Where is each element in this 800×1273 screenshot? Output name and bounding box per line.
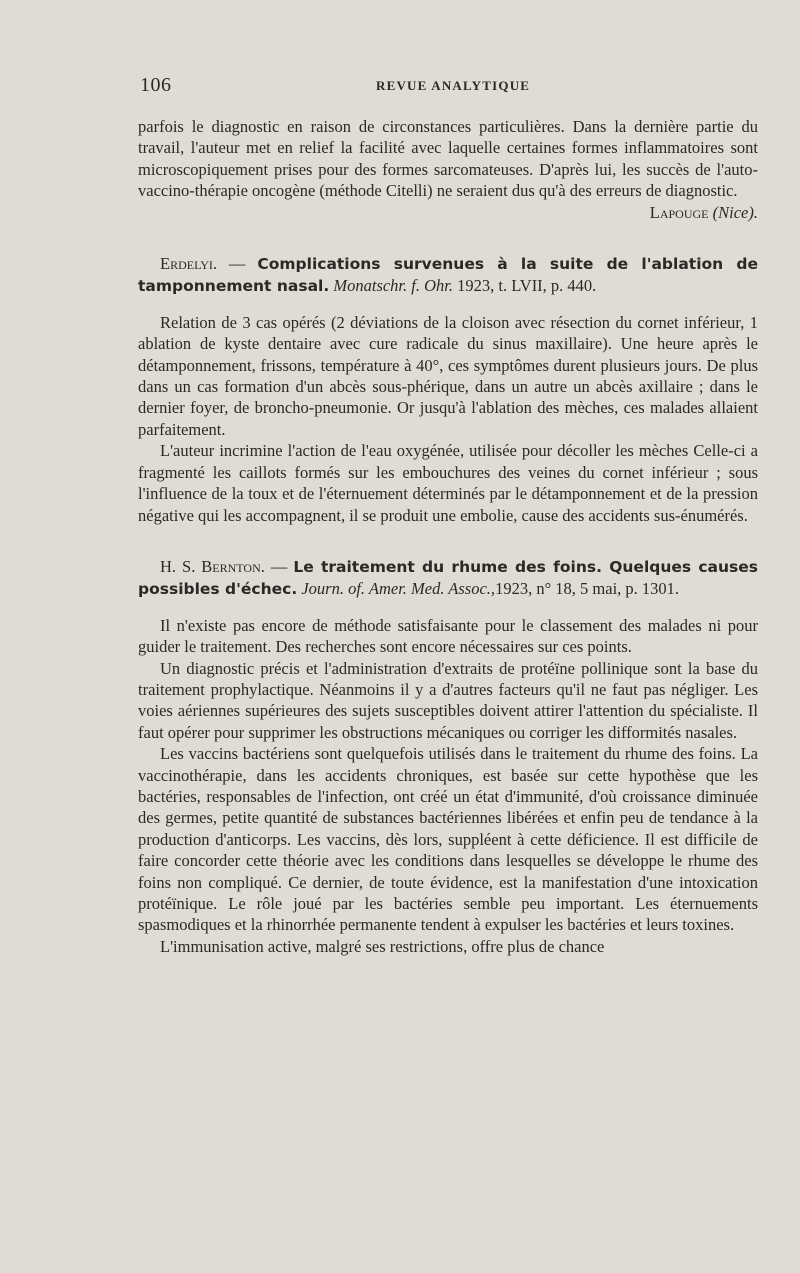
article2-paragraph: Les vaccins bactériens sont quelquefois utilisés dans le traitement du rhume des foins. La vaccinothérapie, dans les accidents chroniques, est basée sur cette hypothèse que les bactéries, responsables de l'infection, ont créé un état d'immunité, d'où croissance diminuée des germes, petite quantité de substances bactériennes libérées et enfin peu de tendance à la production d'anticorps. Les vaccins, dès lors, suppléent à cette déficience. Il est difficile de faire concorder cette théorie avec les conditions dans lesquelles se développe le rhume des foins non compliqué. Ce dernier, de toute évidence, est la manifestation d'une intoxication protéïnique. Le rôle joué par les bactéries semble peu important. Les éternuements spasmodiques et la rhinorrhée permanente tendent à expulser les bactéries et leurs toxines. [138, 744, 758, 935]
article1-paragraph: Relation de 3 cas opérés (2 déviations de la cloison avec résection du cornet inférieur, 1 ablation de kyste dentaire avec cure radicale du sinus maxillaire). Une heure après le détamponnement, frissons, température à 40°, ces symptômes durent plusieurs jours. De plus dans un cas formation d'un abcès sous-phérique, dans un autre un abcès axillaire ; dans le dernier foyer, de broncho-pneumonie. Or jusqu'à l'ablation des mèches, ces malades allaient parfaitement. [138, 312, 758, 439]
article1-title: Complications survenues à la suite de l'ablation de tamponnement nasal. [138, 255, 758, 296]
continuation-text: parfois le diagnostic en raison de circonstances particulières. Dans la dernière partie du travail, l'auteur met en relief la facilité avec laquelle certaines formes inflammatoires sont microscopiquement prises pour des formes sarcomateuses. D'après lui, les succès de l'auto-vaccino-thérapie oncogène (méthode Citelli) ne seraient dus qu'à des erreurs de diagnostic. [138, 117, 758, 201]
article2-dash: — [264, 556, 294, 576]
article1-journal: Monatschr. f. Ohr. [333, 276, 453, 296]
article2-title: Le traitement du rhume des foins. Quelques causes possibles d'échec. [138, 557, 759, 599]
article1-dash: — [217, 254, 258, 274]
running-title: REVUE ANALYTIQUE [376, 78, 531, 93]
signature-place: (Nice). [712, 202, 758, 222]
article2-author-initials: H. S. [160, 556, 202, 576]
article1-ref: 1923, t. LVII, p. 440. [453, 276, 597, 296]
page-header [140, 74, 760, 98]
article2-journal: Journ. of. Amer. Med. Assoc., [301, 579, 496, 599]
page-number: 106 [140, 74, 172, 96]
article1-heading [138, 253, 758, 298]
article2-paragraph: Il n'existe pas encore de méthode satisfaisante pour le classement des malades ni pour guider le traitement. Des recherches sont encore nécessaires sur ces points. [138, 615, 758, 657]
article1-author: Erdelyi. [160, 254, 217, 274]
signature-name: Lapouge [649, 202, 709, 222]
article2-author: Bernton. [201, 556, 265, 576]
page-body [138, 116, 758, 957]
article1-paragraph: L'auteur incrimine l'action de l'eau oxygénée, utilisée pour décoller les mèches Celle-ci a fragmenté les caillots formés sur les embouchures des veines du cornet inférieur ; sous l'influence de la toux et de l'éternuement déterminés par le détamponnement et de la pression négative qui les accompagnent, il se produit une embolie, cause des accidents sus-énumérés. [138, 441, 758, 525]
article2-paragraph: L'immunisation active, malgré ses restrictions, offre plus de chance [160, 936, 605, 956]
article2-ref: 1923, n° 18, 5 mai, p. 1301. [495, 579, 680, 599]
article2-paragraph: Un diagnostic précis et l'administration d'extraits de protéïne pollinique sont la base du traitement prophylactique. Néanmoins il y a d'autres facteurs qu'il ne faut pas négliger. Les voies aériennes supérieures des sujets susceptibles doivent attirer l'attention du spécialiste. Il faut opérer pour supprimer les obstructions mécaniques ou corriger les difformités nasales. [138, 658, 758, 742]
signature [138, 202, 758, 223]
article2-heading [138, 556, 758, 601]
continuation-paragraph [138, 116, 758, 202]
